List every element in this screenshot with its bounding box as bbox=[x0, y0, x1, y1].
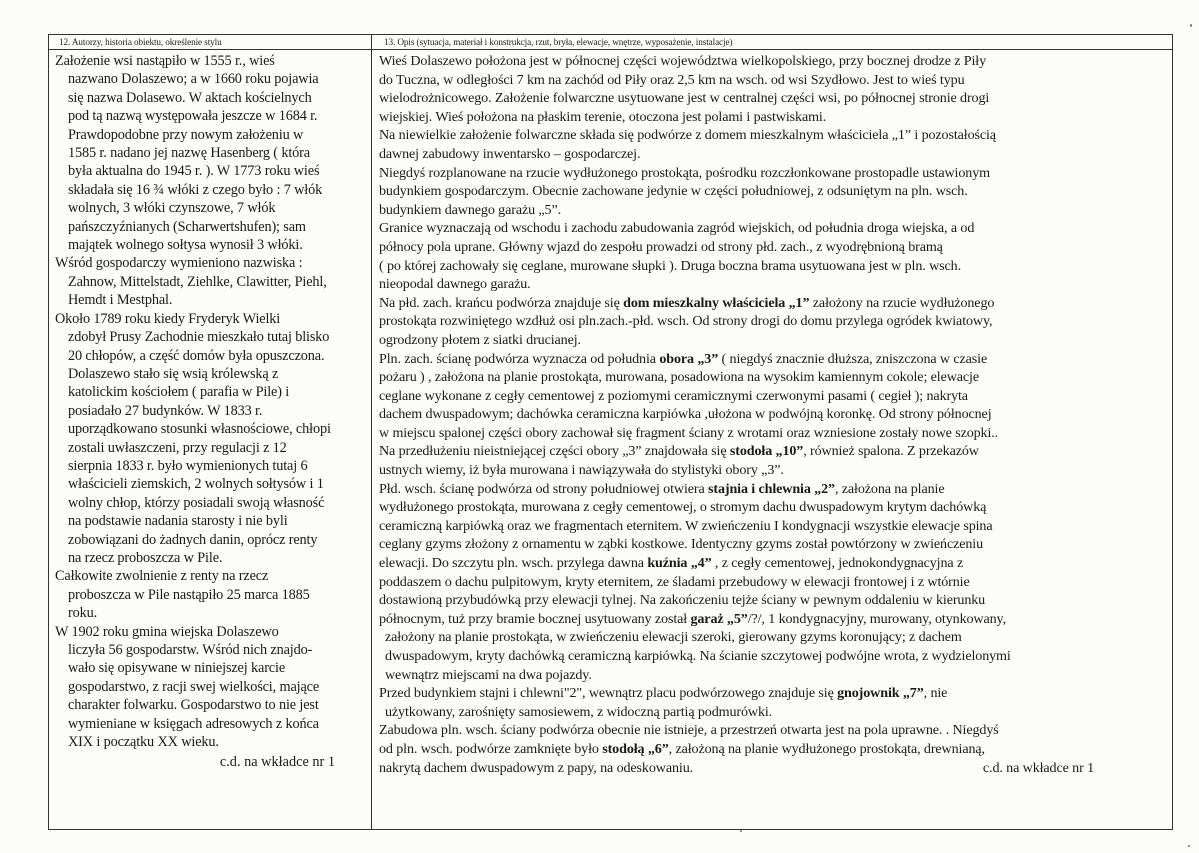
text-line: zobowiązani do żadnych danin, oprócz renty bbox=[68, 531, 318, 548]
text-line: dachem dwuspadowym; dachówka ceramiczna karpiówka ,ułożona w podwójną koronkę. Od strony północnej bbox=[379, 406, 992, 423]
text-line: ceglane wykonane z cegły cementowej z poziomymi ceramicznymi czerwonymi pasami ( cegieł ); nakryta bbox=[379, 387, 968, 404]
text-line: od pln. wsch. podwórze zamknięte było stodołą „6”, założoną na planie wydłużonego prostokąta, drewnianą, bbox=[379, 740, 985, 757]
paragraph-boundaries bbox=[379, 219, 1166, 293]
text-line: Niegdyś rozplanowane na rzucie wydłużonego prostokąta, pośrodku rozczłonkowane prostopadle ustawionym bbox=[379, 164, 990, 181]
history-paragraph bbox=[55, 52, 367, 254]
text-line: Wieś Dolaszewo położona jest w północnej części województwa wielkopolskiego, przy bocznej drodze z Piły bbox=[379, 53, 987, 69]
text-line: dawnej zabudowy inwentarsko – gospodarczej. bbox=[379, 145, 641, 162]
text-line: Granice wyznaczają od wschodu i zachodu zabudowania zagród wiejskich, od południa droga wiejska, a od bbox=[379, 220, 975, 237]
text-line: założony na planie prostokąta, w zwieńczeniu elewacji szeroki, gierowany gzyms koronujący; z dachem bbox=[385, 629, 962, 646]
text-line: Założenie wsi nastąpiło w 1555 r., wieś bbox=[55, 53, 275, 69]
text-line: pod tą nazwą występowała jeszcze w 1684 r. bbox=[68, 108, 318, 125]
text-line: ( po której zachowały się ceglane, murowane słupki ). Druga boczna brama usytuowana jest w pln. wsch. bbox=[379, 257, 961, 274]
text-line: nieopodal dawnego garażu. bbox=[379, 276, 531, 293]
text-line: 1585 r. nadano jej nazwę Hasenberg ( która bbox=[68, 145, 310, 162]
text-line: dostawioną przybudówką przy elewacji tylnej. Na zakończeniu tejże ściany w pewnym oddaleniu w kierunku bbox=[379, 592, 986, 609]
scan-speck bbox=[1188, 845, 1190, 847]
building-name: stodoła „10” bbox=[729, 443, 804, 460]
text-line: charakter folwarku. Gospodarstwo to nie jest bbox=[68, 697, 319, 714]
text-line: Około 1789 roku kiedy Fryderyk Wielki bbox=[55, 310, 281, 327]
description-column bbox=[372, 35, 1172, 829]
text-line: budynkiem dawnego garażu „5”. bbox=[379, 201, 562, 218]
text-line: do Tuczna, w odległości 7 km na zachód od Piły oraz 2,5 km na wsch. od wsi Szydłowo. Jest to wieś typu bbox=[379, 71, 965, 88]
text-line: posiadało 27 budynków. W 1833 r. bbox=[68, 402, 263, 419]
text-line: nazwano Dolaszewo; a w 1660 roku pojawia bbox=[68, 71, 319, 88]
text-line: Hemdt i Mestphal. bbox=[68, 292, 173, 309]
text-line: XIX i początku XX wieku. bbox=[68, 734, 219, 751]
description-header: 13. Opis (sytuacja, materiał i konstrukcja, rzut, bryła, elewacje, wnętrze, wyposażenie, instalacje) bbox=[372, 35, 1172, 50]
text-line: wolny chłop, którzy posiadali swoją własność bbox=[68, 494, 325, 511]
text-line: na rzecz proboszcza w Pile. bbox=[68, 549, 223, 566]
form-frame bbox=[48, 34, 1173, 830]
text-line: w miejscu spalonej części obory zachował się fragment ściany z wrotami oraz wzniesione zostały nowe szopki.. bbox=[379, 424, 999, 441]
text-line: Na płd. zach. krańcu podwórza znajduje się dom mieszkalny właściciela „1” założony na rzucie wydłużonego bbox=[379, 294, 995, 311]
description-text bbox=[372, 50, 1172, 778]
text-line: sierpnia 1833 r. było wymienionych tutaj 6 bbox=[68, 457, 308, 474]
text-line: wewnątrz miejscami na dwa pojazdy. bbox=[385, 666, 592, 683]
text-line: wało się opisywane w niniejszej karcie bbox=[68, 660, 286, 677]
text-line: poddaszem o dachu pulpitowym, kryty eternitem, ze śladami przebudowy w elewacji frontowej i z wtórnie bbox=[379, 573, 970, 590]
building-name: garaż „5” bbox=[690, 610, 748, 627]
text-line: zdobył Prusy Zachodnie mieszkało tutaj blisko bbox=[68, 329, 330, 346]
text-line: nakrytą dachem dwuspadowym z papy, na odeskowaniu. bbox=[379, 759, 694, 776]
text-line: Na przedłużeniu nieistniejącej części obory „3” znajdowała się stodoła „10”, również spalona. Z przekazów bbox=[379, 443, 979, 460]
history-paragraph bbox=[55, 567, 367, 622]
paragraph-former-barn bbox=[379, 721, 1166, 777]
building-name: stodołą „6” bbox=[602, 740, 669, 757]
building-name: kuźnia „4” bbox=[647, 555, 712, 572]
text-line: 20 chłopów, a część domów była opuszczona. bbox=[68, 347, 325, 364]
paragraph-plan bbox=[379, 164, 1166, 220]
history-column bbox=[49, 35, 372, 829]
text-line: Przed budynkiem stajni i chlewni"2", wewnątrz placu podwórzowego znajduje się gnojownik „7”, nie bbox=[379, 685, 948, 702]
paragraph-stable bbox=[379, 480, 1166, 685]
text-line: Wśród gospodarczy wymieniono nazwiska : bbox=[55, 255, 303, 272]
text-line: proboszcza w Pile nastąpiło 25 marca 1885 bbox=[68, 586, 310, 603]
text-line: majątek wolnego sołtysa wynosił 3 włóki. bbox=[68, 237, 303, 254]
text-line: uporządkowano stosunki własnościowe, chłopi bbox=[68, 421, 331, 438]
text-line: Zahnow, Mittelstadt, Ziehlke, Clawitter, Piehl, bbox=[68, 273, 327, 290]
text-line: wolnych, 3 włóki czynszowe, 7 włók bbox=[68, 200, 276, 217]
text-line: północy pola uprane. Główny wjazd do zespołu prowadzi od strony płd. zach., z wyodrębnioną bramą bbox=[379, 238, 943, 255]
text-line: roku. bbox=[68, 605, 98, 622]
text-line: dwuspadowym, kryty dachówką ceramiczną karpiówką. Na ścianie szczytowej podwójne wrota, z wydzielonymi bbox=[385, 648, 1011, 664]
text-line: składała się 16 ¾ włóki z czego było : 7 włók bbox=[68, 181, 323, 198]
history-header: 12. Autorzy, historia obiektu, określenie stylu bbox=[49, 35, 371, 50]
text-line: się nazwa Dolasewo. W aktach kościelnych bbox=[68, 89, 312, 106]
text-line: użytkowany, zarośnięty samosiewem, z widoczną partią podmurówki. bbox=[385, 703, 773, 720]
paragraph-granary bbox=[379, 442, 1166, 479]
continued-note-right: c.d. na wkładce nr 1 bbox=[982, 760, 1094, 777]
text-line: katolickim kościołem ( parafia w Pile) i bbox=[68, 384, 290, 401]
history-paragraph bbox=[55, 623, 367, 752]
text-line: była aktualna do 1945 r. ). W 1773 roku wieś bbox=[68, 163, 320, 180]
history-paragraph bbox=[55, 254, 367, 309]
text-line: pożaru ) , założona na planie prostokąta, murowana, posadowiona na wysokim kamiennym cokole; elewacje bbox=[379, 369, 979, 386]
text-line: właścicieli ziemskich, 2 wolnych sołtysów i 1 bbox=[68, 476, 324, 493]
text-line: ogrodzony płotem z siatki drucianej. bbox=[379, 331, 581, 348]
continued-note-left: c.d. na wkładce nr 1 bbox=[219, 754, 335, 771]
text-line: Dolaszewo stało się wsią królewską z bbox=[68, 365, 279, 382]
text-line: Zabudowa pln. wsch. ściany podwórza obecnie nie istnieje, a przestrzeń otwarta jest na pola uprawne. . Niegdyś bbox=[379, 722, 999, 739]
text-line: gospodarstwo, z racji swej wielkości, mające bbox=[68, 678, 320, 695]
building-name: obora „3” bbox=[659, 350, 719, 367]
text-line: na podstawie nadania starosty i nie byli bbox=[68, 513, 288, 530]
history-text bbox=[49, 50, 371, 751]
text-line: prostokąta rozwiniętego wzdłuż osi pln.zach.-płd. wsch. Od strony drogi do domu przylega ogródek kwiatowy, bbox=[379, 313, 993, 330]
text-line: budynkiem gospodarczym. Obecnie zachowane jedynie w części południowej, z odsuniętym na pln. wsch. bbox=[379, 183, 968, 200]
text-line: zostali uwłaszczeni, przy regulacji z 12 bbox=[68, 439, 287, 456]
text-line: W 1902 roku gmina wiejska Dolaszewo bbox=[55, 623, 279, 640]
text-line: liczyła 56 gospodarstw. Wśród nich znajdo- bbox=[68, 642, 313, 658]
text-line: wiejskiej. Wieś położona na płaskim terenie, otoczona jest polami i pastwiskami. bbox=[379, 108, 827, 125]
text-line: północnym, tuż przy bramie bocznej usytuowany został garaż „5”/?/, 1 kondygnacyjny, murowany, otynkowany, bbox=[379, 610, 1006, 627]
text-line: wymieniane w księgach adresowych z końca bbox=[68, 715, 319, 732]
text-line: Całkowite zwolnienie z renty na rzecz bbox=[55, 568, 269, 585]
paragraph-manure-pit bbox=[379, 684, 1166, 721]
paragraph-house bbox=[379, 294, 1166, 350]
text-line: Płd. wsch. ścianę podwórza od strony południowej otwiera stajnia i chlewnia „2”, założona na planie bbox=[379, 480, 945, 497]
building-name: stajnia i chlewnia „2” bbox=[708, 480, 835, 497]
text-line: ceramiczną karpiówką oraz we fragmentach eternitem. W zwieńczeniu I kondygnacji wszystkie elewacje spina bbox=[379, 517, 993, 534]
paragraph-barn bbox=[379, 350, 1166, 443]
building-name: dom mieszkalny właściciela „1” bbox=[623, 294, 810, 311]
text-line: Prawdopodobne przy nowym założeniu w bbox=[68, 126, 304, 143]
text-line: Pln. zach. ścianę podwórza wyznacza od południa obora „3” ( niegdyś znacznie dłuższa, zniszczona w czasie bbox=[379, 350, 988, 367]
text-line: ustnych wiemy, iż była murowana i nawiązywała do stylistyki obory „3”. bbox=[379, 462, 784, 479]
text-line: elewacji. Do szczytu pln. wsch. przylega dawna kuźnia „4” , z cegły cementowej, jednokondygnacyjna z bbox=[379, 555, 964, 572]
paragraph-location bbox=[379, 52, 1166, 126]
scan-speck bbox=[1190, 24, 1192, 27]
text-line: ceglany gzyms złożony z ornamentu w ząbki kostkowe. Identyczny gzyms został powtórzony w zwieńczeniu bbox=[379, 536, 984, 553]
building-name: gnojownik „7” bbox=[837, 685, 924, 702]
text-line: wielodrożnicowego. Założenie folwarczne usytuowane jest w centralnej części wsi, po północnej stronie drogi bbox=[379, 90, 990, 107]
paragraph-layout bbox=[379, 126, 1166, 163]
scan-speck bbox=[740, 830, 742, 832]
text-line: Na niewielkie założenie folwarczne składa się podwórze z domem mieszkalnym właściciela „1” i pozostałością bbox=[379, 127, 996, 144]
text-line: pańszczyźnianych (Scharwertshufen); sam bbox=[68, 218, 306, 235]
history-paragraph bbox=[55, 310, 367, 568]
text-line: wydłużonego prostokąta, murowana z cegły cementowej, o stromym dachu dwuspadowym krytym dachówką bbox=[379, 499, 987, 516]
